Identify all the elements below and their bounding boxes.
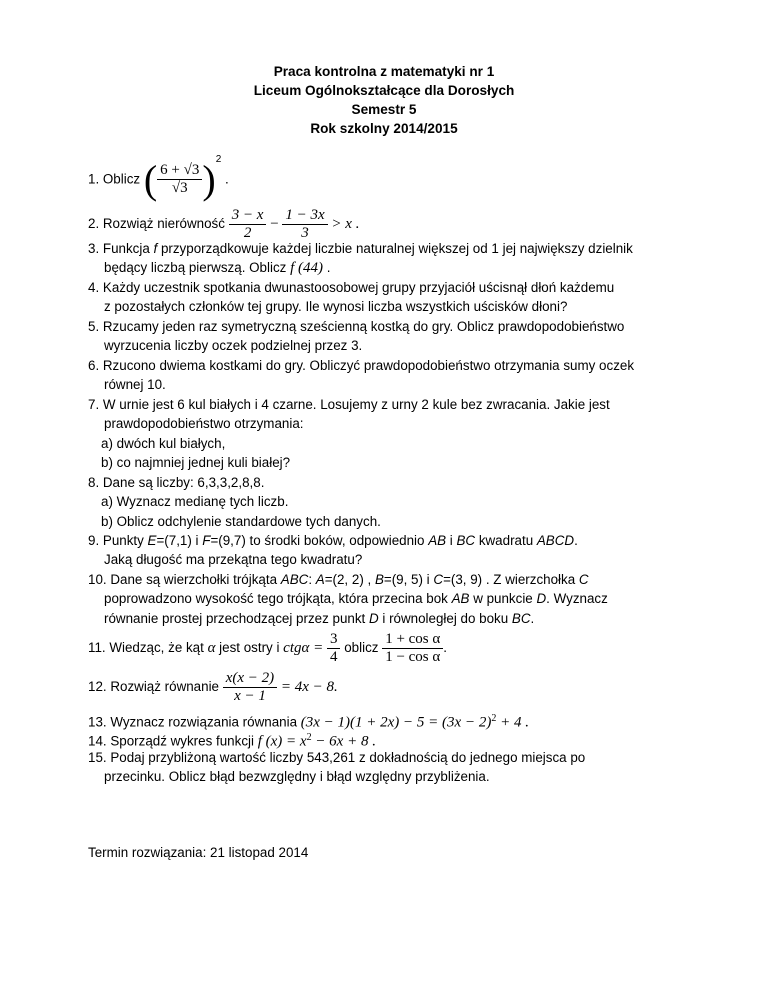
t10-D2: D	[368, 611, 379, 626]
t10-a2: :	[308, 572, 316, 587]
t12-fraction	[223, 670, 277, 705]
task-3-line-2	[104, 259, 330, 277]
t10-ABC: ABC	[280, 572, 309, 587]
t10-C: C	[433, 572, 444, 587]
t9-F: F	[202, 533, 211, 548]
t9-a5: kwadratu	[475, 533, 537, 548]
task-15-line-1: 15. Podaj przybliżoną wartość liczby 543,261 z dokładnością do jednego miejsca po	[88, 750, 586, 765]
task-10-line-1	[88, 571, 589, 589]
task-7-line-3: a) dwóch kul białych,	[101, 436, 226, 451]
task-7-line-4: b) co najmniej jednej kuli białej?	[101, 455, 291, 470]
task-9-line-1	[88, 532, 578, 550]
t12-prefix: 12. Rozwiąż równanie	[88, 679, 219, 694]
left-paren: (	[143, 156, 158, 202]
task-1-fraction	[157, 162, 202, 197]
task-3-math: f (44)	[290, 260, 323, 276]
t10-a4: =(9, 5) i	[383, 572, 434, 587]
t11-fraction-1	[327, 631, 341, 666]
task-2-f1-den: 2	[243, 224, 252, 241]
task-3-text-a: 3. Funkcja	[88, 241, 154, 256]
task-8-line-3: b) Oblicz odchylenie standardowe tych danych.	[101, 514, 381, 529]
t10-a3: =(2, 2) ,	[324, 572, 375, 587]
task-1-exponent: 2	[215, 154, 222, 165]
task-5-line-1: 5. Rzucamy jeden raz symetryczną sześcienną kostką do gry. Oblicz prawdopodobieństwo	[88, 319, 625, 334]
t10-c2: i równoległej do boku	[378, 611, 512, 626]
task-3-text-d: .	[322, 260, 331, 275]
title-line-3: Semestr 5	[351, 102, 417, 117]
t14-exp: 2	[306, 732, 312, 743]
title-line-2: Liceum Ogólnokształcące dla Dorosłych	[253, 83, 515, 98]
task-9-line-2: Jaką długość ma przekątna tego kwadratu?	[104, 552, 363, 567]
task-3-text-c: będący liczbą pierwszą. Oblicz	[104, 260, 291, 275]
t11-fraction-2	[382, 631, 443, 666]
t12-den: x − 1	[234, 687, 266, 704]
task-8-line-2: a) Wyznacz medianę tych liczb.	[101, 494, 289, 509]
task-10-line-3	[104, 610, 534, 628]
document-header	[0, 62, 768, 138]
task-4-line-2: z pozostałych członków tej grupy. Ile wynosi liczba wszystkich uścisków dłoni?	[104, 299, 568, 314]
t11-ctg: ctgα =	[283, 640, 324, 656]
t10-AB: AB	[451, 591, 470, 606]
task-2-f1-num: 3 − x	[229, 207, 267, 225]
task-4-line-1: 4. Każdy uczestnik spotkania dwunastoosobowej grupy przyjaciół uścisnął dłoń każdemu	[88, 280, 615, 295]
t11-b: jest ostry i	[215, 640, 284, 655]
t10-D: D	[536, 591, 547, 606]
t10-BC: BC	[511, 611, 531, 626]
task-8-line-1: 8. Dane są liczby: 6,3,3,2,8,8.	[88, 475, 265, 490]
task-1-suffix: .	[224, 171, 229, 187]
right-paren: )	[202, 156, 216, 202]
t10-a1: 10. Dane są wierzchołki trójkąta	[88, 572, 281, 587]
t10-c3: .	[530, 611, 535, 626]
title-line-1: Praca kontrolna z matematyki nr 1	[273, 64, 495, 79]
t9-E: E	[147, 533, 157, 548]
title-line-4: Rok szkolny 2014/2015	[310, 121, 458, 136]
task-3-text-b: przyporządkowuje każdej liczbie naturalnej większej od 1 jej największy dzielnik	[157, 241, 633, 256]
t10-A: A	[315, 572, 325, 587]
t13-math: (3x − 1)(1 + 2x) − 5 = (3x − 2)	[300, 714, 492, 731]
task-14	[88, 729, 376, 750]
t13-prefix: 13. Wyznacz rozwiązania równania	[88, 714, 298, 730]
task-1	[88, 152, 229, 203]
t11-f-num: 3	[327, 631, 341, 649]
t9-AB: AB	[428, 533, 447, 548]
t9-a3: =(9,7) to środki boków, odpowiednio	[210, 533, 429, 548]
t10-c1: równanie prostej przechodzącej przez punkt	[104, 611, 369, 626]
task-6-line-1: 6. Rzucono dwiema kostkami do gry. Obliczyć prawdopodobieństwo otrzymania sumy oczek	[88, 358, 635, 373]
task-2-rest: > x .	[331, 216, 360, 232]
t11-g-num: 1 + cos α	[382, 631, 443, 649]
t14-prefix: 14. Sporządź wykres funkcji	[88, 733, 254, 749]
task-3-f: f	[153, 241, 158, 256]
t9-a4: i	[446, 533, 457, 548]
t9-BC: BC	[456, 533, 476, 548]
t11-a: 11. Wiedząc, że kąt	[88, 640, 208, 655]
t11-d: .	[443, 640, 447, 655]
t9-a2: =(7,1) i	[156, 533, 203, 548]
t13-exp: 2	[491, 713, 497, 724]
t11-c: oblicz	[344, 640, 383, 655]
task-10-line-2	[104, 590, 608, 608]
t14-math: f (x) = x	[257, 733, 307, 750]
task-6-line-2: równej 10.	[104, 377, 166, 392]
t9-ABCD: ABCD	[536, 533, 575, 548]
task-2-fraction-1	[229, 207, 267, 242]
t14-rest: − 6x + 8 .	[311, 733, 376, 750]
task-7-line-1: 7. W urnie jest 6 kul białych i 4 czarne. Losujemy z urny 2 kule bez zwracania. Jakie jest	[88, 397, 610, 412]
task-2	[88, 206, 359, 242]
task-2-minus: −	[270, 216, 279, 232]
task-1-prefix: 1. Oblicz	[88, 171, 141, 187]
deadline: Termin rozwiązania: 21 listopad 2014	[88, 845, 309, 860]
t10-C2: C	[578, 572, 589, 587]
task-2-f2-den: 3	[301, 224, 309, 241]
t9-a6: .	[574, 533, 578, 548]
task-3-line-1	[88, 240, 633, 258]
task-12	[88, 669, 338, 705]
t10-B: B	[374, 572, 384, 587]
task-5-line-2: wyrzucenia liczby oczek podzielnej przez 3.	[104, 338, 363, 353]
t12-rest: = 4x − 8.	[280, 679, 338, 695]
task-11	[88, 630, 447, 666]
task-2-fraction-2	[282, 207, 327, 242]
t10-b3: . Wyznacz	[546, 591, 608, 606]
task-1-denominator: √3	[171, 180, 188, 197]
t10-b2: w punkcie	[469, 591, 537, 606]
t11-alpha: α	[207, 640, 216, 656]
t9-a1: 9. Punkty	[88, 533, 148, 548]
task-7-line-2: prawdopodobieństwo otrzymania:	[104, 416, 304, 431]
task-1-numerator: 6 + √3	[157, 162, 202, 180]
t12-num: x(x − 2)	[223, 670, 277, 688]
task-2-prefix: 2. Rozwiąż nierówność	[88, 216, 225, 231]
t10-b1: poprowadzono wysokość tego trójkąta, która przecina bok	[104, 591, 452, 606]
t13-rest: + 4 .	[496, 714, 529, 731]
t11-f-den: 4	[329, 648, 338, 665]
t10-a5: =(3, 9) . Z wierzchołka	[443, 572, 579, 587]
task-2-f2-num: 1 − 3x	[282, 207, 327, 225]
t11-g-den: 1 − cos α	[385, 648, 441, 665]
task-15-line-2: przecinku. Oblicz błąd bezwzględny i błąd względny przybliżenia.	[104, 769, 490, 784]
